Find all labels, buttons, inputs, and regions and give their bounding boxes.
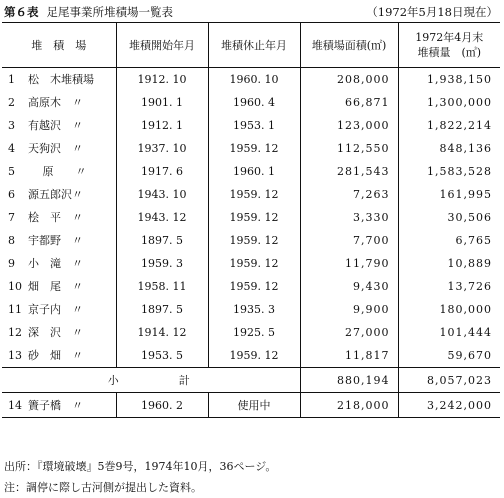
source-note: 出所：『環境破壊』5巻9号，1974年10月，36ページ。 — [4, 460, 277, 473]
row-start: 1937. 10 — [116, 137, 208, 160]
header-volume-line2: 堆積量 (㎥) — [417, 46, 482, 59]
dump-site-table — [2, 22, 500, 418]
row-stop: 1960. 10 — [208, 68, 300, 92]
row-stop: 1959. 12 — [208, 206, 300, 229]
table-row — [2, 68, 500, 92]
row-stop: 1959. 12 — [208, 183, 300, 206]
row-stop: 1959. 12 — [208, 344, 300, 368]
row-stop: 1959. 12 — [208, 275, 300, 298]
row-volume: 101,444 — [398, 321, 500, 344]
row-volume: 1,583,528 — [398, 160, 500, 183]
table-row — [2, 229, 500, 252]
subtotal-label: 小計 — [2, 368, 300, 393]
row-area: 7,700 — [300, 229, 398, 252]
row-area: 3,330 — [300, 206, 398, 229]
table-number: 第６表 — [4, 5, 39, 19]
row-start: 1912. 10 — [116, 68, 208, 92]
row-no: 13 — [8, 349, 22, 362]
row-stop: 使用中 — [208, 393, 300, 418]
table-row-14 — [2, 393, 500, 418]
row-site: 畑 尾 〃 — [28, 280, 83, 293]
row-no: 8 — [8, 234, 15, 247]
table-row — [2, 114, 500, 137]
table-row — [2, 344, 500, 368]
row-start: 1959. 3 — [116, 252, 208, 275]
header-volume — [398, 23, 500, 68]
row-start: 1914. 12 — [116, 321, 208, 344]
row-no: 3 — [8, 119, 15, 132]
row-no: 1 — [8, 73, 15, 86]
row-start: 1912. 1 — [116, 114, 208, 137]
row-no: 12 — [8, 326, 22, 339]
row-no: 7 — [8, 211, 15, 224]
row-volume: 10,889 — [398, 252, 500, 275]
header-volume-line1: 1972年4月末 — [415, 31, 484, 44]
row-no: 2 — [8, 96, 15, 109]
notes — [4, 456, 276, 498]
row-start: 1943. 10 — [116, 183, 208, 206]
row-no: 10 — [8, 280, 22, 293]
subtotal-area: 880,194 — [300, 368, 398, 393]
row-number: 14 — [2, 393, 24, 418]
table-row — [2, 252, 500, 275]
row-site: 高原木 〃 — [28, 96, 83, 109]
row-site: 宇都野 〃 — [28, 234, 83, 247]
header-stop: 堆積休止年月 — [208, 23, 300, 68]
row-stop: 1959. 12 — [208, 229, 300, 252]
row-area: 112,550 — [300, 137, 398, 160]
header-area: 堆積場面積(㎡) — [300, 23, 398, 68]
row-area: 281,543 — [300, 160, 398, 183]
row-volume: 6,765 — [398, 229, 500, 252]
row-site: 松 木堆積場 — [28, 73, 94, 86]
row-stop: 1960. 4 — [208, 91, 300, 114]
row-volume: 13,726 — [398, 275, 500, 298]
row-start: 1953. 5 — [116, 344, 208, 368]
row-area: 27,000 — [300, 321, 398, 344]
row-volume: 3,242,000 — [398, 393, 500, 418]
row-volume: 848,136 — [398, 137, 500, 160]
header-start: 堆積開始年月 — [116, 23, 208, 68]
row-start: 1958. 11 — [116, 275, 208, 298]
row-volume: 1,938,150 — [398, 68, 500, 92]
row-start: 1897. 5 — [116, 298, 208, 321]
row-stop: 1925. 5 — [208, 321, 300, 344]
row-area: 208,000 — [300, 68, 398, 92]
row-start: 1917. 6 — [116, 160, 208, 183]
row-volume: 59,670 — [398, 344, 500, 368]
row-volume: 30,506 — [398, 206, 500, 229]
row-start: 1901. 1 — [116, 91, 208, 114]
subtotal-row — [2, 368, 500, 393]
row-stop: 1960. 1 — [208, 160, 300, 183]
table-caption — [4, 4, 498, 20]
row-no: 11 — [8, 303, 22, 316]
row-site: 砂 畑 〃 — [28, 349, 83, 362]
row-start: 1943. 12 — [116, 206, 208, 229]
row-area: 9,430 — [300, 275, 398, 298]
table-row — [2, 321, 500, 344]
row-stop: 1959. 12 — [208, 252, 300, 275]
row-volume: 1,300,000 — [398, 91, 500, 114]
header-row — [2, 23, 500, 68]
row-no: 4 — [8, 142, 15, 155]
footnote: 注：調停に際し古河側が提出した資料。 — [4, 481, 202, 494]
row-volume: 161,995 — [398, 183, 500, 206]
table-row — [2, 298, 500, 321]
row-volume: 1,822,214 — [398, 114, 500, 137]
table-row — [2, 160, 500, 183]
row-site: 源五郎沢〃 — [28, 188, 83, 201]
table-row — [2, 91, 500, 114]
row-area: 11,790 — [300, 252, 398, 275]
row-site: 有越沢 〃 — [28, 119, 83, 132]
table-row — [2, 183, 500, 206]
table-title: 足尾事業所堆積場一覧表 — [46, 5, 173, 19]
row-start: 1960. 2 — [116, 393, 208, 418]
header-site: 堆 積 場 — [2, 23, 116, 68]
row-stop: 1935. 3 — [208, 298, 300, 321]
row-start: 1897. 5 — [116, 229, 208, 252]
row-area: 9,900 — [300, 298, 398, 321]
row-no: 6 — [8, 188, 15, 201]
row-area: 218,000 — [300, 393, 398, 418]
row-site: 京子内 〃 — [28, 303, 83, 316]
row-site: 桧 平 〃 — [28, 211, 83, 224]
row-site: 深 沢 〃 — [28, 326, 83, 339]
row-stop: 1953. 1 — [208, 114, 300, 137]
row-site: 小 滝 〃 — [28, 257, 83, 270]
row-no: 9 — [8, 257, 15, 270]
row-stop: 1959. 12 — [208, 137, 300, 160]
row-area: 7,263 — [300, 183, 398, 206]
subtotal-volume: 8,057,023 — [398, 368, 500, 393]
row-area: 66,871 — [300, 91, 398, 114]
table-row — [2, 275, 500, 298]
row-no: 5 — [8, 165, 15, 178]
row-area: 123,000 — [300, 114, 398, 137]
table-row — [2, 137, 500, 160]
row-site: 簀子橋 〃 — [24, 393, 116, 418]
table-row — [2, 206, 500, 229]
as-of-date: （1972年5月18日現在） — [366, 5, 498, 19]
row-site: 原 〃 — [28, 165, 87, 178]
row-volume: 180,000 — [398, 298, 500, 321]
row-site: 天狗沢 〃 — [28, 142, 83, 155]
row-area: 11,817 — [300, 344, 398, 368]
